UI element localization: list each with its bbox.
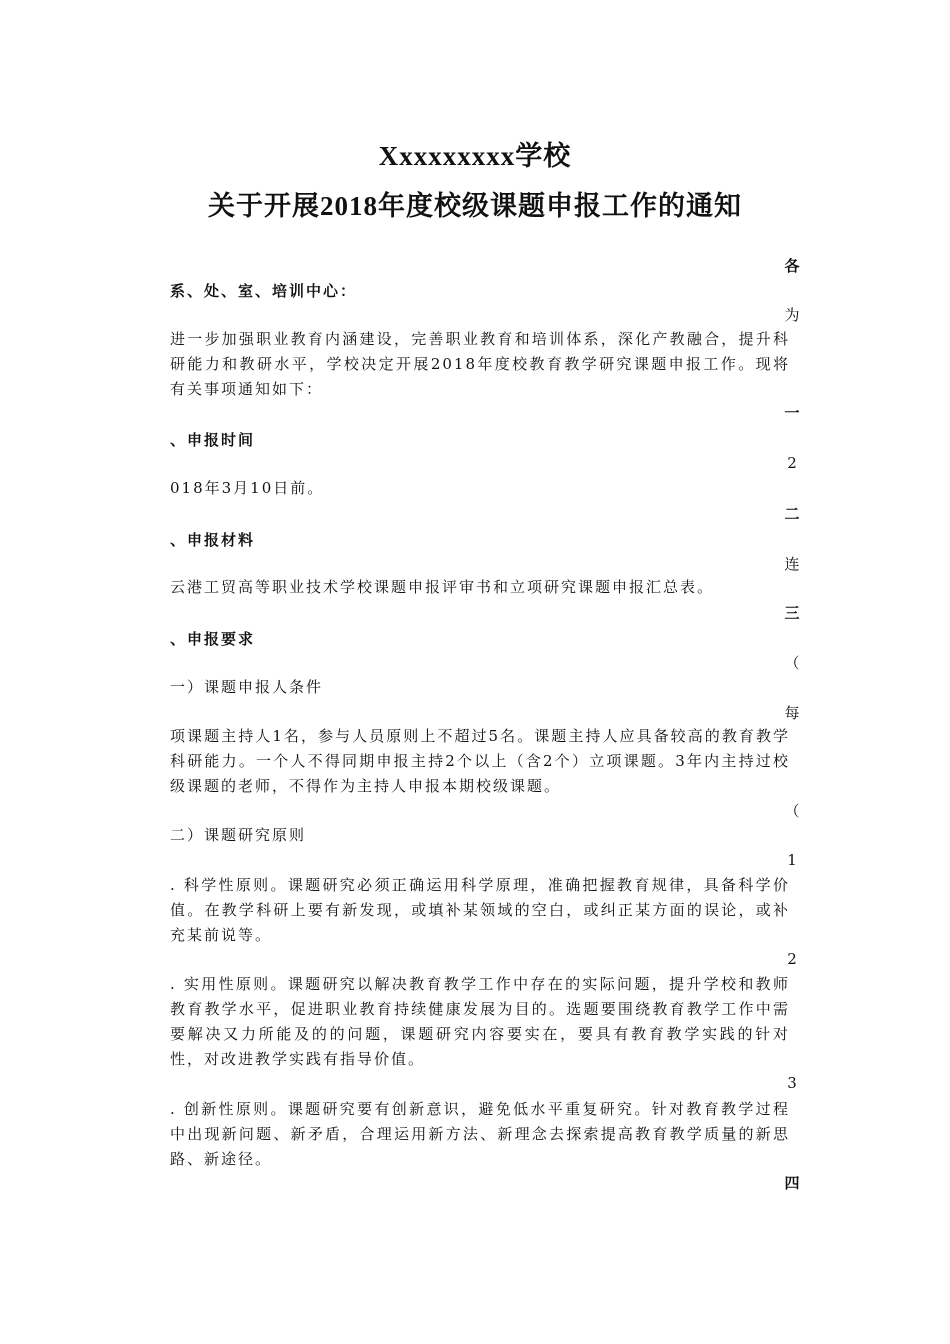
section-heading-materials: 、申报材料 [170,531,256,549]
principle-practical: . 实用性原则。课题研究以解决教育教学工作中存在的实际问题，提升学校和教师教育教学水平，促进职业教育持续健康发展为目的。选题要围绕教育教学工作中需要解决又力所能及的的问题，课题研究内容要实在，要具有教育教学实践的针对性，对改进教学实践有指导价值。 [170,975,790,1068]
margin-char: （ [784,802,800,820]
section-heading-time: 、申报时间 [170,431,256,449]
margin-char: 一 [784,404,800,422]
margin-char: 为 [784,306,800,324]
document-title-notice: 关于开展2018年度校级课题申报工作的通知 [208,191,742,221]
principle-scientific: . 科学性原则。课题研究必须正确运用科学原理，准确把握教育规律，具备科学价值。在教学科研上要有新发现，或填补某领域的空白，或纠正某方面的误论，或补充某前说等。 [170,876,790,944]
margin-char: 1 [787,851,797,869]
intro-paragraph: 进一步加强职业教育内涵建设，完善职业教育和培训体系，深化产教融合，提升科研能力和教研水平，学校决定开展2018年度校教育教学研究课题申报工作。现将有关事项通知如下： [170,330,790,398]
subsection-heading-principles: 二）课题研究原则 [170,826,307,844]
margin-char: 各 [784,257,800,275]
subsection-heading-applicant: 一）课题申报人条件 [170,678,324,696]
principle-innovative: . 创新性原则。课题研究要有创新意识，避免低水平重复研究。针对教育教学过程中出现新问题、新矛盾，合理运用新方法、新理念去探索提高教育教学质量的新思路、新途径。 [170,1100,790,1168]
document-title-school: Xxxxxxxxx学校 [378,141,572,171]
margin-char: 2 [787,950,797,968]
section-text-materials: 云港工贸高等职业技术学校课题申报评审书和立项研究课题申报汇总表。 [170,578,715,596]
margin-char: 三 [784,604,800,622]
section-heading-requirements: 、申报要求 [170,630,256,648]
margin-char: 3 [787,1074,797,1092]
margin-char: 2 [787,454,797,472]
margin-char: 每 [784,704,800,722]
margin-char: 连 [784,555,800,573]
margin-char: 四 [784,1174,800,1192]
salutation: 系、处、室、培训中心： [170,282,358,300]
subsection-text-applicant: 项课题主持人1名，参与人员原则上不超过5名。课题主持人应具备较高的教育教学科研能力。一个人不得同期申报主持2个以上（含2个）立项课题。3年内主持过校级课题的老师，不得作为主持人申报本期校级课题。 [170,727,790,795]
margin-char: （ [784,654,800,672]
margin-char: 二 [784,505,800,523]
section-text-time: 018年3月10日前。 [170,479,325,497]
